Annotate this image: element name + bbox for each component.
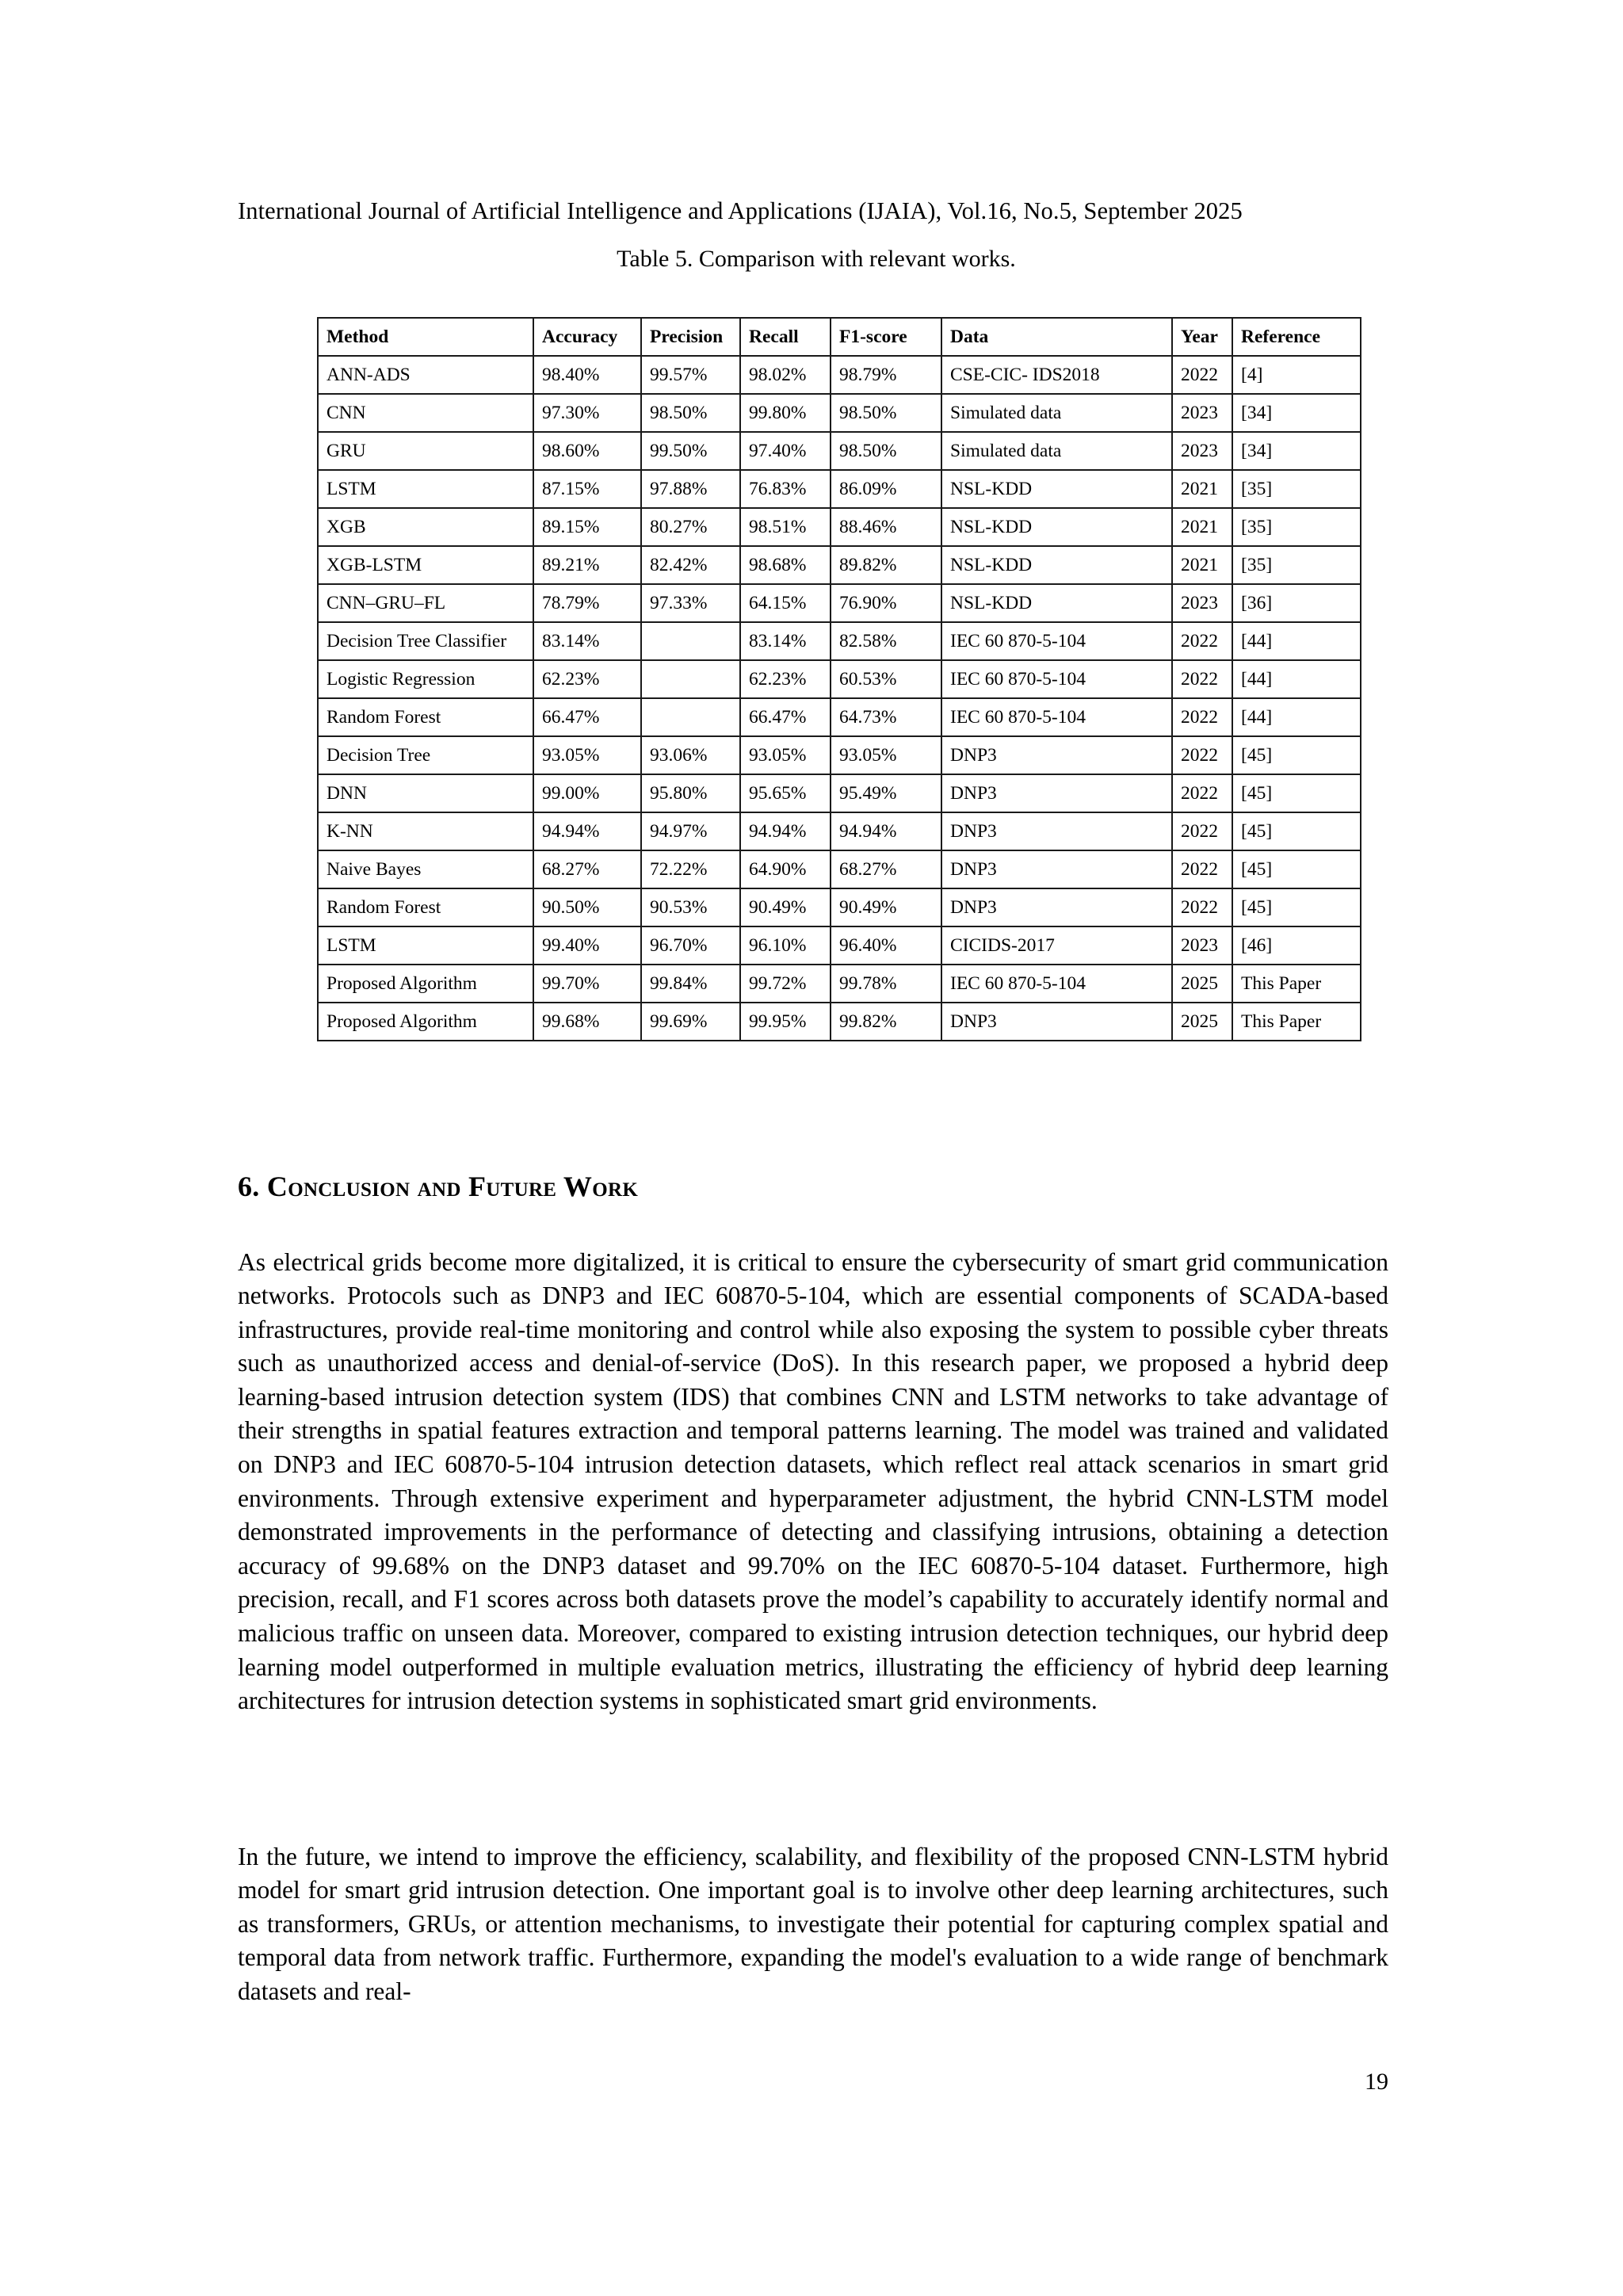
- column-header-f1-score: F1-score: [831, 318, 941, 356]
- cell-year: 2021: [1172, 546, 1232, 584]
- cell-year: 2022: [1172, 698, 1232, 736]
- cell-data: CICIDS-2017: [941, 926, 1172, 965]
- cell-recall: 99.95%: [740, 1003, 831, 1041]
- cell-accuracy: 68.27%: [533, 850, 641, 888]
- cell-method: Decision Tree Classifier: [318, 622, 533, 660]
- cell-recall: 90.49%: [740, 888, 831, 926]
- cell-accuracy: 87.15%: [533, 470, 641, 508]
- cell-precision: 99.57%: [641, 356, 740, 394]
- cell-precision: 82.42%: [641, 546, 740, 584]
- cell-reference: [44]: [1232, 698, 1361, 736]
- cell-method: DNN: [318, 774, 533, 812]
- cell-precision: 95.80%: [641, 774, 740, 812]
- cell-recall: 83.14%: [740, 622, 831, 660]
- cell-data: IEC 60 870-5-104: [941, 660, 1172, 698]
- conclusion-paragraph-1: As electrical grids become more digitalized, it is critical to ensure the cybersecurity of smart grid communication networks. Protocols such as DNP3 and IEC 60870-5-104, which are essential components of SCADA-based infrastructures, provide real-time monitoring and control while also exposing the system to possible cyber threats such as unauthorized access and denial-of-service (DoS). In this research paper, we proposed a hybrid deep learning-based intrusion detection system (IDS) that combines CNN and LSTM networks to take advantage of their strengths in spatial features extraction and temporal patterns learning. The model was trained and validated on DNP3 and IEC 60870-5-104 intrusion detection datasets, which reflect real attack scenarios in smart grid environments. Through extensive experiment and hyperparameter adjustment, the hybrid CNN-LSTM model demonstrated improvements in the performance of detecting and classifying intrusions, obtaining a detection accuracy of 99.68% on the DNP3 dataset and 99.70% on the IEC 60870-5-104 dataset. Furthermore, high precision, recall, and F1 scores across both datasets prove the model’s capability to accurately identify normal and malicious traffic on unseen data. Moreover, compared to existing intrusion detection techniques, our hybrid deep learning model outperformed in multiple evaluation metrics, illustrating the efficiency of hybrid deep learning architectures for intrusion detection systems in sophisticated smart grid environments.: [238, 1247, 1388, 1715]
- table-row: [318, 356, 1361, 394]
- cell-reference: [45]: [1232, 888, 1361, 926]
- cell-f1-score: 64.73%: [831, 698, 941, 736]
- cell-method: CNN–GRU–FL: [318, 584, 533, 622]
- cell-accuracy: 97.30%: [533, 394, 641, 432]
- cell-recall: 94.94%: [740, 812, 831, 850]
- cell-year: 2022: [1172, 356, 1232, 394]
- cell-f1-score: 98.50%: [831, 394, 941, 432]
- column-header-reference: Reference: [1232, 318, 1361, 356]
- cell-year: 2023: [1172, 584, 1232, 622]
- table-row: [318, 394, 1361, 432]
- cell-reference: [46]: [1232, 926, 1361, 965]
- cell-recall: 98.51%: [740, 508, 831, 546]
- cell-year: 2021: [1172, 508, 1232, 546]
- cell-f1-score: 76.90%: [831, 584, 941, 622]
- table-caption: Table 5. Comparison with relevant works.: [617, 246, 1016, 272]
- cell-recall: 96.10%: [740, 926, 831, 965]
- cell-data: DNP3: [941, 812, 1172, 850]
- table-row: [318, 812, 1361, 850]
- cell-reference: [44]: [1232, 622, 1361, 660]
- cell-f1-score: 96.40%: [831, 926, 941, 965]
- cell-precision: [641, 622, 740, 660]
- cell-year: 2025: [1172, 1003, 1232, 1041]
- cell-data: NSL-KDD: [941, 546, 1172, 584]
- table-row: [318, 888, 1361, 926]
- cell-year: 2022: [1172, 736, 1232, 774]
- cell-precision: 97.33%: [641, 584, 740, 622]
- cell-reference: [45]: [1232, 850, 1361, 888]
- cell-method: ANN-ADS: [318, 356, 533, 394]
- cell-reference: [35]: [1232, 546, 1361, 584]
- conclusion-paragraph-2: In the future, we intend to improve the efficiency, scalability, and flexibility of the proposed CNN-LSTM hybrid model for smart grid intrusion detection. One important goal is to involve other deep learning architectures, such as transformers, GRUs, or attention mechanisms, to investigate their potential for capturing complex spatial and temporal data from network traffic. Furthermore, expanding the model's evaluation to a wide range of benchmark datasets and real-: [238, 1842, 1388, 2005]
- cell-f1-score: 93.05%: [831, 736, 941, 774]
- cell-reference: This Paper: [1232, 965, 1361, 1003]
- cell-f1-score: 89.82%: [831, 546, 941, 584]
- cell-precision: 96.70%: [641, 926, 740, 965]
- cell-f1-score: 60.53%: [831, 660, 941, 698]
- table-row: [318, 508, 1361, 546]
- cell-f1-score: 94.94%: [831, 812, 941, 850]
- cell-recall: 98.68%: [740, 546, 831, 584]
- cell-data: DNP3: [941, 850, 1172, 888]
- cell-method: LSTM: [318, 926, 533, 965]
- cell-precision: [641, 698, 740, 736]
- section-heading-conclusion: 6. Conclusion and Future Work: [238, 1170, 639, 1202]
- table-row: [318, 660, 1361, 698]
- cell-method: K-NN: [318, 812, 533, 850]
- cell-f1-score: 88.46%: [831, 508, 941, 546]
- comparison-table-container: [317, 317, 1322, 1041]
- cell-year: 2022: [1172, 850, 1232, 888]
- table-row: [318, 546, 1361, 584]
- cell-data: DNP3: [941, 774, 1172, 812]
- cell-year: 2022: [1172, 622, 1232, 660]
- cell-f1-score: 90.49%: [831, 888, 941, 926]
- cell-precision: 80.27%: [641, 508, 740, 546]
- cell-data: Simulated data: [941, 432, 1172, 470]
- cell-data: CSE-CIC- IDS2018: [941, 356, 1172, 394]
- table-row: [318, 1003, 1361, 1041]
- column-header-accuracy: Accuracy: [533, 318, 641, 356]
- cell-accuracy: 99.00%: [533, 774, 641, 812]
- cell-method: Decision Tree: [318, 736, 533, 774]
- cell-accuracy: 62.23%: [533, 660, 641, 698]
- cell-data: NSL-KDD: [941, 470, 1172, 508]
- cell-accuracy: 93.05%: [533, 736, 641, 774]
- cell-method: Random Forest: [318, 888, 533, 926]
- table-row: [318, 622, 1361, 660]
- cell-f1-score: 68.27%: [831, 850, 941, 888]
- cell-reference: [34]: [1232, 432, 1361, 470]
- cell-data: DNP3: [941, 888, 1172, 926]
- column-header-precision: Precision: [641, 318, 740, 356]
- cell-reference: [35]: [1232, 470, 1361, 508]
- cell-recall: 98.02%: [740, 356, 831, 394]
- table-row: [318, 965, 1361, 1003]
- cell-recall: 97.40%: [740, 432, 831, 470]
- cell-reference: [4]: [1232, 356, 1361, 394]
- table-row: [318, 926, 1361, 965]
- cell-accuracy: 99.70%: [533, 965, 641, 1003]
- table-row: [318, 774, 1361, 812]
- cell-precision: 97.88%: [641, 470, 740, 508]
- cell-precision: 99.69%: [641, 1003, 740, 1041]
- cell-year: 2023: [1172, 432, 1232, 470]
- cell-f1-score: 99.78%: [831, 965, 941, 1003]
- cell-recall: 95.65%: [740, 774, 831, 812]
- cell-precision: 99.84%: [641, 965, 740, 1003]
- cell-year: 2022: [1172, 888, 1232, 926]
- column-header-year: Year: [1172, 318, 1232, 356]
- cell-precision: 72.22%: [641, 850, 740, 888]
- table-row: [318, 470, 1361, 508]
- column-header-recall: Recall: [740, 318, 831, 356]
- cell-accuracy: 89.15%: [533, 508, 641, 546]
- cell-data: IEC 60 870-5-104: [941, 965, 1172, 1003]
- cell-reference: [35]: [1232, 508, 1361, 546]
- cell-year: 2021: [1172, 470, 1232, 508]
- cell-data: IEC 60 870-5-104: [941, 698, 1172, 736]
- cell-method: CNN: [318, 394, 533, 432]
- cell-f1-score: 86.09%: [831, 470, 941, 508]
- table-header-row: [318, 318, 1361, 356]
- cell-year: 2022: [1172, 774, 1232, 812]
- cell-precision: 98.50%: [641, 394, 740, 432]
- cell-accuracy: 98.40%: [533, 356, 641, 394]
- cell-accuracy: 90.50%: [533, 888, 641, 926]
- cell-method: XGB: [318, 508, 533, 546]
- cell-f1-score: 98.79%: [831, 356, 941, 394]
- cell-accuracy: 98.60%: [533, 432, 641, 470]
- cell-method: Proposed Algorithm: [318, 965, 533, 1003]
- cell-recall: 76.83%: [740, 470, 831, 508]
- cell-precision: 90.53%: [641, 888, 740, 926]
- cell-recall: 99.72%: [740, 965, 831, 1003]
- cell-reference: [34]: [1232, 394, 1361, 432]
- cell-method: Proposed Algorithm: [318, 1003, 533, 1041]
- cell-recall: 66.47%: [740, 698, 831, 736]
- running-head: International Journal of Artificial Intelligence and Applications (IJAIA), Vol.16, No.5, September 2025: [238, 197, 1243, 224]
- column-header-data: Data: [941, 318, 1172, 356]
- cell-method: XGB-LSTM: [318, 546, 533, 584]
- cell-reference: [45]: [1232, 736, 1361, 774]
- table-row: [318, 698, 1361, 736]
- cell-data: DNP3: [941, 1003, 1172, 1041]
- cell-method: Random Forest: [318, 698, 533, 736]
- cell-reference: [36]: [1232, 584, 1361, 622]
- cell-accuracy: 99.40%: [533, 926, 641, 965]
- cell-accuracy: 94.94%: [533, 812, 641, 850]
- cell-year: 2025: [1172, 965, 1232, 1003]
- comparison-table: [317, 317, 1361, 1041]
- cell-data: DNP3: [941, 736, 1172, 774]
- cell-precision: [641, 660, 740, 698]
- table-body: [318, 356, 1361, 1041]
- cell-accuracy: 78.79%: [533, 584, 641, 622]
- cell-accuracy: 83.14%: [533, 622, 641, 660]
- cell-reference: This Paper: [1232, 1003, 1361, 1041]
- column-header-method: Method: [318, 318, 533, 356]
- table-row: [318, 432, 1361, 470]
- cell-method: GRU: [318, 432, 533, 470]
- cell-year: 2022: [1172, 812, 1232, 850]
- cell-year: 2022: [1172, 660, 1232, 698]
- cell-data: NSL-KDD: [941, 584, 1172, 622]
- cell-recall: 99.80%: [740, 394, 831, 432]
- cell-f1-score: 82.58%: [831, 622, 941, 660]
- table-row: [318, 736, 1361, 774]
- cell-accuracy: 89.21%: [533, 546, 641, 584]
- cell-data: NSL-KDD: [941, 508, 1172, 546]
- cell-data: IEC 60 870-5-104: [941, 622, 1172, 660]
- cell-f1-score: 99.82%: [831, 1003, 941, 1041]
- cell-precision: 94.97%: [641, 812, 740, 850]
- cell-recall: 64.15%: [740, 584, 831, 622]
- table-row: [318, 850, 1361, 888]
- cell-reference: [44]: [1232, 660, 1361, 698]
- cell-reference: [45]: [1232, 812, 1361, 850]
- cell-accuracy: 66.47%: [533, 698, 641, 736]
- cell-f1-score: 98.50%: [831, 432, 941, 470]
- cell-f1-score: 95.49%: [831, 774, 941, 812]
- table-row: [318, 584, 1361, 622]
- cell-data: Simulated data: [941, 394, 1172, 432]
- cell-year: 2023: [1172, 926, 1232, 965]
- cell-recall: 93.05%: [740, 736, 831, 774]
- cell-accuracy: 99.68%: [533, 1003, 641, 1041]
- page-number: 19: [1365, 2069, 1388, 2095]
- cell-precision: 93.06%: [641, 736, 740, 774]
- cell-recall: 62.23%: [740, 660, 831, 698]
- cell-recall: 64.90%: [740, 850, 831, 888]
- cell-precision: 99.50%: [641, 432, 740, 470]
- cell-method: Logistic Regression: [318, 660, 533, 698]
- cell-year: 2023: [1172, 394, 1232, 432]
- cell-method: LSTM: [318, 470, 533, 508]
- cell-method: Naive Bayes: [318, 850, 533, 888]
- cell-reference: [45]: [1232, 774, 1361, 812]
